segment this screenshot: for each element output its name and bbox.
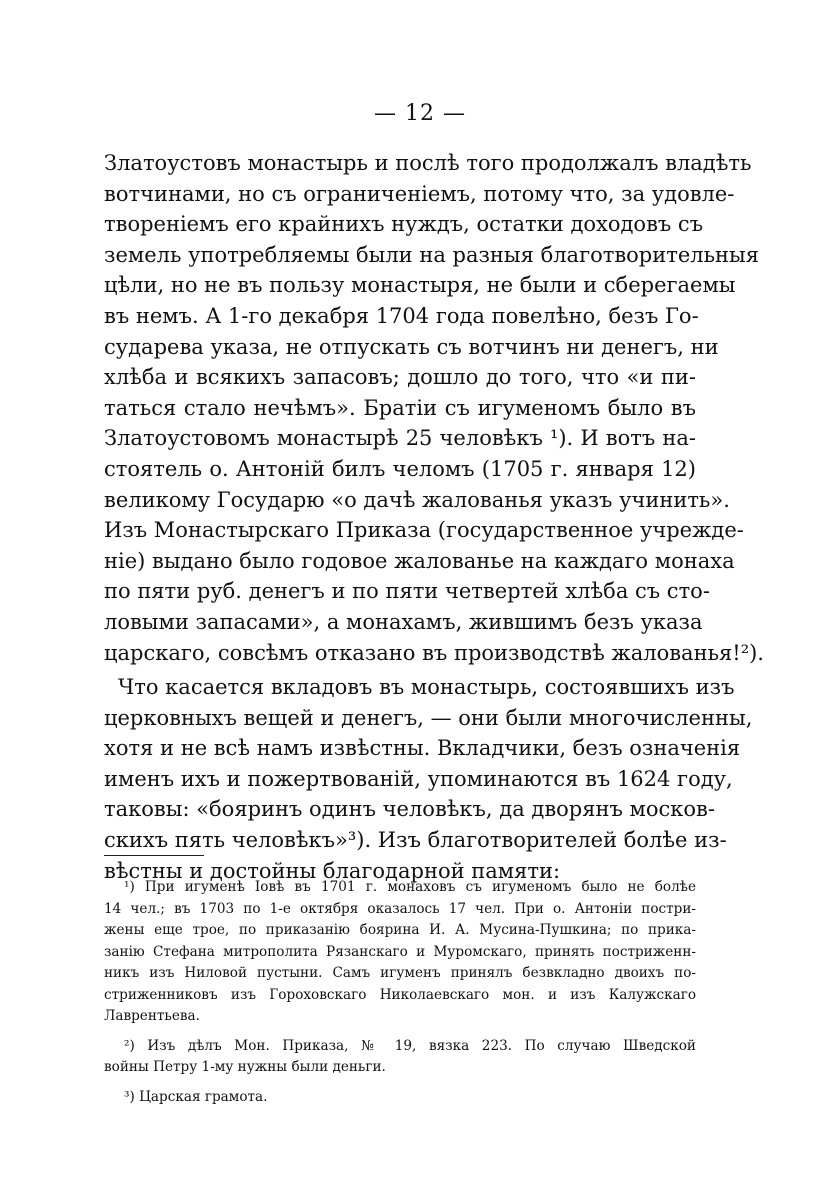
footnote-line: стриженниковъ изъ Гороховскаго Николаевскаго мон. и изъ Калужскаго — [104, 986, 696, 1003]
footnote-line: жены еще трое, по приказанію боярина И. А. Мусина-Пушкина; по прика- — [104, 922, 696, 938]
footnotes — [104, 877, 696, 1108]
footnote-line: войны Петру 1-му нужны были деньги. — [104, 1059, 386, 1075]
footnote-line: Лаврентьева. — [104, 1008, 200, 1024]
text-line: твореніемъ его крайнихъ нуждъ, остатки доходовъ съ — [104, 212, 704, 237]
footnote-line: никъ изъ Ниловой пустыни. Самъ игуменъ принялъ безвкладно двоихъ по- — [104, 965, 696, 981]
footnote-line: ²) Изъ дѣлъ Мон. Приказа, № 19, вязка 223. По случаю Шведской — [124, 1037, 696, 1054]
text-line: цѣли, но не въ пользу монастыря, не были и сберегаемы — [104, 273, 736, 298]
footnote-line: ¹) При игуменѣ Іовѣ въ 1701 г. монаховъ съ игуменомъ было не болѣе — [124, 879, 696, 895]
text-line: таковы: «бояринъ одинъ человѣкъ, да дворянъ москов- — [104, 797, 715, 822]
footnote-2 — [104, 1036, 696, 1079]
text-line: сударева указа, не отпускать съ вотчинъ ни денегъ, ни — [104, 334, 719, 359]
page-number: — 12 — — [374, 101, 466, 126]
footnote-separator — [104, 855, 204, 856]
text-line: таться стало нечѣмъ». Братіи съ игуменомъ было въ — [104, 395, 696, 420]
text-line: стоятель о. Антоній билъ челомъ (1705 г. января 12) — [104, 456, 696, 481]
text-line: вотчинами, но съ ограниченіемъ, потому что, за удовле- — [104, 181, 735, 206]
text-line: великому Государю «о дачѣ жалованья указъ учинить». — [104, 487, 730, 512]
text-line: Что касается вкладовъ въ монастырь, состоявшихъ изъ — [118, 675, 735, 700]
footnote-3 — [104, 1087, 696, 1109]
text-line: ловыми запасами», а монахамъ, жившимъ безъ указа — [104, 609, 703, 634]
text-line: скихъ пять человѣкъ»³). Изъ благотворителей болѣе из- — [104, 828, 727, 853]
text-line: церковныхъ вещей и денегъ, — они были многочисленны, — [104, 705, 753, 730]
text-line: царскаго, совсѣмъ отказано въ производствѣ жалованья!²). — [104, 640, 764, 665]
text-line: ніе) выдано было годовое жалованье на каждаго монаха — [104, 548, 735, 573]
text-line: Златоустовомъ монастырѣ 25 человѣкъ ¹). И вотъ на- — [104, 426, 696, 451]
text-line: именъ ихъ и пожертвованій, упоминаются въ 1624 году, — [104, 766, 733, 791]
text-line: хлѣба и всякихъ запасовъ; дошло до того, что «и пи- — [104, 365, 696, 390]
text-line: по пяти руб. денегъ и по пяти четвертей хлѣба съ сто- — [104, 579, 710, 604]
text-line: земель употребляемы были на разныя благотворительныя — [104, 242, 760, 267]
text-line: хотя и не всѣ намъ извѣстны. Вкладчики, безъ означенія — [104, 736, 741, 761]
text-line: Изъ Монастырскаго Приказа (государственное учрежде- — [104, 518, 744, 543]
footnote-line: ³) Царская грамота. — [124, 1088, 268, 1105]
footnote-line: занію Стефана митрополита Рязанскаго и Муромскаго, принять постриженн- — [104, 943, 696, 960]
footnote-line: 14 чел.; въ 1703 по 1-е октября оказалось 17 чел. При о. Антоніи постри- — [104, 900, 696, 917]
text-line: въ немъ. А 1-го декабря 1704 года повелѣно, безъ Го- — [104, 303, 699, 328]
footnote-1 — [104, 877, 696, 1028]
text-line: Златоустовъ монастырь и послѣ того продолжалъ владѣть — [104, 151, 752, 175]
paragraph-1 — [104, 148, 764, 668]
text-line: вѣстны и достойны благодарной памяти: — [104, 858, 561, 883]
main-text — [104, 148, 764, 886]
